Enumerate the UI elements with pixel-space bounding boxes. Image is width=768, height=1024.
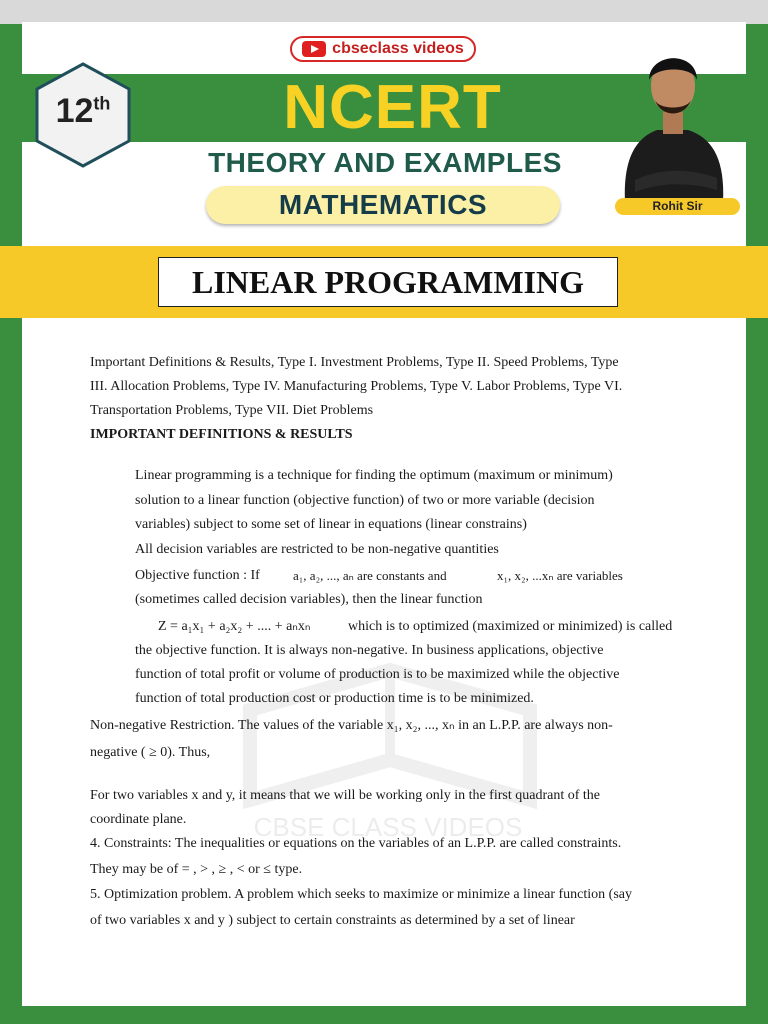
constraints-line-1: 4. Constraints: The inequalities or equations on the variables of an L.P.P. are called constraints. (90, 836, 622, 851)
intro-line-3: Transportation Problems, Type VII. Diet Problems (90, 403, 374, 418)
brand-label: cbseclass videos (332, 40, 464, 57)
two-variables-line-1: For two variables x and y, it means that we will be working only in the first quadrant of the (90, 788, 600, 803)
grade-suffix: th (93, 93, 111, 114)
youtube-icon (302, 41, 326, 57)
nonnegative-line-1: Non-negative Restriction. The values of the variable x₁, x₂, ..., xₙ in an L.P.P. are always non- (90, 718, 613, 733)
subject-pill (206, 186, 560, 224)
definition-line-4: All decision variables are restricted to be non-negative quantities (135, 542, 499, 557)
teacher-photo (605, 30, 740, 202)
ncert-title: NCERT (283, 73, 502, 142)
intro-line-1: Important Definitions & Results, Type I. Investment Problems, Type II. Speed Problems, Type (90, 355, 619, 370)
definition-line-1: Linear programming is a technique for finding the optimum (maximum or minimum) (135, 468, 613, 483)
theory-subtitle: THEORY AND EXAMPLES (208, 147, 562, 178)
grade-number: 12 (55, 92, 94, 130)
objective-line-4: function of total profit or volume of production is to be maximized while the objective (135, 667, 620, 682)
constraints-line-2: They may be of = , > , ≥ , < or ≤ type. (90, 862, 303, 877)
objective-line-2: (sometimes called decision variables), then the linear function (135, 592, 483, 607)
grade-label (34, 92, 132, 131)
objective-constants: a₁, a₂, ..., aₙ are constants and (293, 568, 447, 583)
watermark-text: CBSE CLASS VIDEOS (253, 812, 523, 842)
subject-label: MATHEMATICS (278, 189, 488, 220)
two-variables-line-2: coordinate plane. (90, 812, 187, 827)
definition-line-3: variables) subject to some set of linear in equations (linear constrains) (135, 517, 527, 532)
objective-prefix: Objective function : If (135, 568, 260, 583)
optimization-line-1: 5. Optimization problem. A problem which seeks to maximize or minimize a linear function (say (90, 887, 632, 902)
intro-line-2: III. Allocation Problems, Type IV. Manufacturing Problems, Type V. Labor Problems, Type VI. (90, 379, 623, 394)
brand-badge (290, 36, 476, 62)
teacher-name-badge: Rohit Sir (615, 198, 740, 215)
optimization-line-2: of two variables x and y ) subject to certain constraints as determined by a set of linear (90, 913, 575, 928)
objective-variables: x₁, x₂, ...xₙ are variables (497, 568, 623, 583)
top-gray-strip (0, 0, 768, 24)
objective-line-5: function of total production cost or production time is to be minimized. (135, 691, 534, 706)
objective-formula-rest: which is to optimized (maximized or minimized) is called (348, 619, 673, 634)
section-heading: IMPORTANT DEFINITIONS & RESULTS (90, 427, 353, 442)
chapter-title (158, 257, 618, 307)
chapter-title-text: LINEAR PROGRAMMING (192, 263, 584, 300)
objective-formula: Z = a₁x₁ + a₂x₂ + .... + aₙxₙ (158, 619, 311, 634)
objective-line-3: the objective function. It is always non-negative. In business applications, objective (135, 643, 604, 658)
nonnegative-line-2: negative ( ≥ 0). Thus, (90, 745, 211, 760)
definition-line-2: solution to a linear function (objective function) of two or more variable (decision (135, 493, 595, 508)
